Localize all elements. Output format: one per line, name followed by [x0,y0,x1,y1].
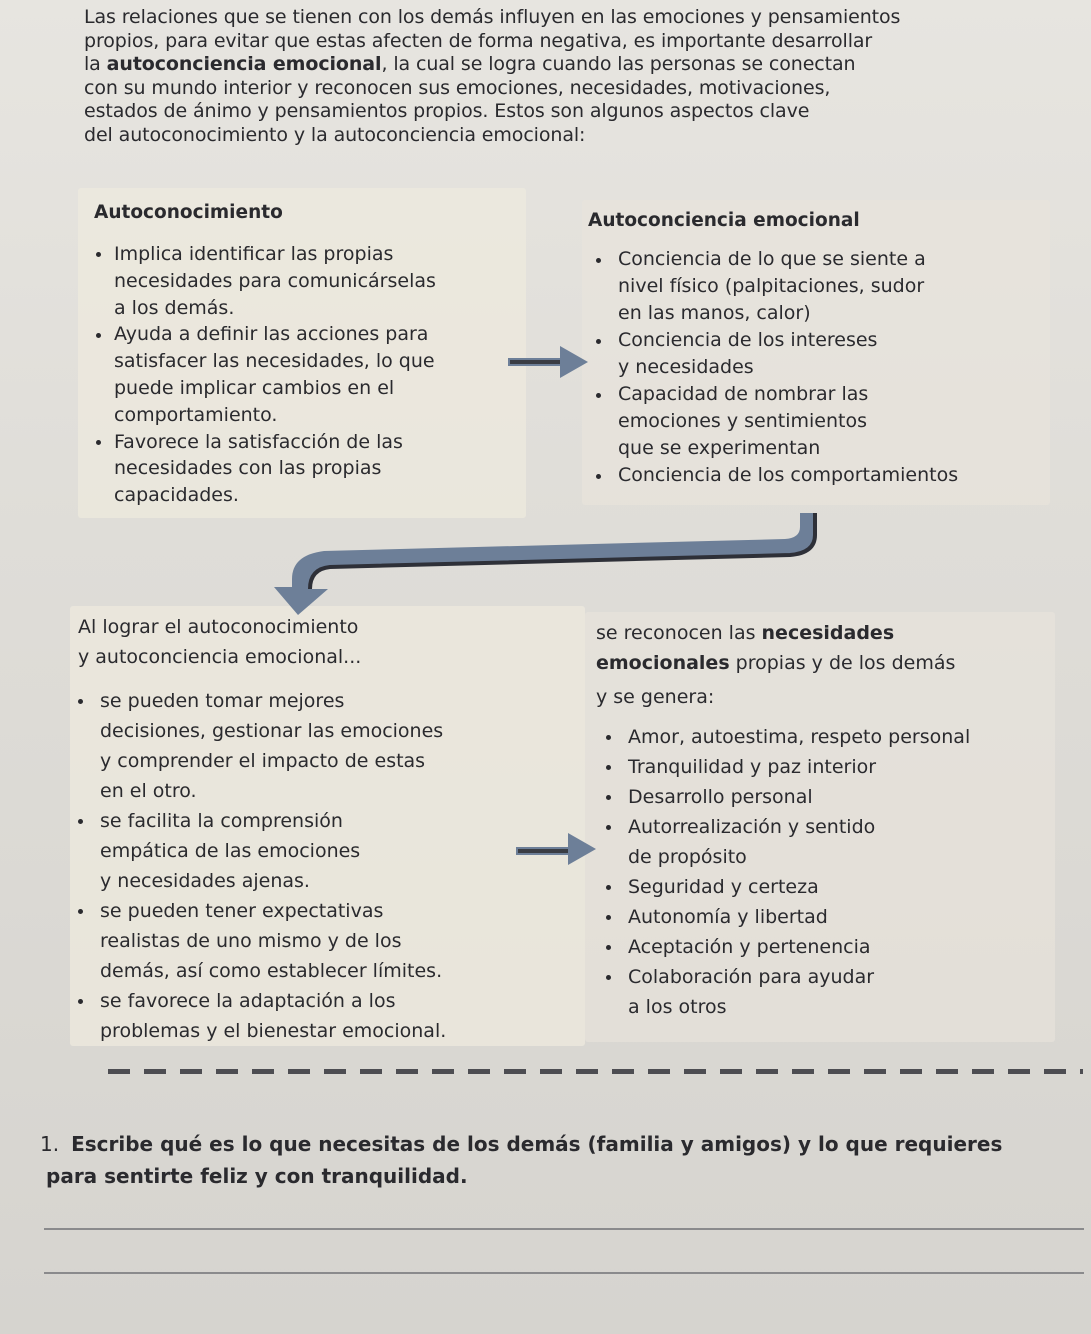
intro-line: con su mundo interior y reconocen sus emociones, necesidades, motivaciones, [84,76,831,99]
bullet-line: Seguridad y certeza [628,876,819,898]
intro-line [84,53,1044,77]
autoconocimiento-list [114,241,524,509]
bullet-line: capacidades. [114,484,239,507]
bullet-line: en las manos, calor) [618,302,811,324]
bullet-line: Capacidad de nombrar las [618,383,869,405]
right-arrow-icon [500,338,595,386]
bullet-line: que se experimentan [618,437,821,459]
intro-keyword: autoconciencia emocional [106,53,382,75]
bullet-line: y comprender el impacto de estas [100,750,426,772]
bullet-dot-icon [606,885,611,890]
intro-line: propios, para evitar que estas afecten de forma negativa, es importante desarrollar [84,29,873,52]
bullet-line: a los demás. [114,296,235,319]
bullet-line: necesidades con las propias [114,457,382,480]
bullet-dot-icon [596,339,601,344]
bullet-line: se pueden tener expectativas [100,900,384,922]
bullet-line: Aceptación y pertenencia [628,936,871,958]
bullet-dot-icon [606,735,611,740]
bullet-line: a los otros [628,996,727,1018]
bullet-item [114,241,524,321]
bullet-dot-icon [606,945,611,950]
bullet-line: Ayuda a definir las acciones para [114,323,429,346]
bullet-line: Autorrealización y sentido [628,816,876,838]
intro-line: del autoconocimiento y la autoconciencia emocional: [84,123,586,146]
bullet-line: en el otro. [100,780,197,802]
bullet-dot-icon [78,819,83,824]
bullet-line: necesidades para comunicárselas [114,269,436,292]
bullet-item [100,686,580,806]
logro-line: y autoconciencia emocional... [78,646,362,668]
bullet-item [618,381,1038,462]
bullet-line: y necesidades ajenas. [100,870,310,892]
bullet-line: realistas de uno mismo y de los [100,930,402,952]
reconocen-line [596,620,894,647]
intro-text: , la cual se logra cuando las personas se conectan [381,53,856,75]
bullet-line: Conciencia de los intereses [618,329,878,351]
bullet-line: Autonomía y libertad [628,906,828,928]
bullet-dot-icon [606,795,611,800]
bullet-line: empática de las emociones [100,840,361,862]
bullet-line: Conciencia de lo que se siente a [618,248,926,270]
intro-line: estados de ánimo y pensamientos propios. Estos son algunos aspectos clave [84,100,810,122]
bullet-dot-icon [596,393,601,398]
bullet-item [628,812,1058,872]
bullet-dot-icon [78,699,83,704]
bullet-item [100,986,580,1046]
bent-arrow-icon [270,505,830,620]
bullet-item [628,962,1058,1022]
question-text: Escribe qué es lo que necesitas de los demás (familia y amigos) y lo que requieres [71,1132,1003,1156]
reconocen-line [596,650,955,677]
bullet-line: y necesidades [618,356,754,378]
bullet-line: Amor, autoestima, respeto personal [628,726,971,748]
bullet-dot-icon [96,440,101,445]
intro-text: la [84,53,107,75]
bullet-item [100,896,580,986]
bullet-item [628,902,1058,932]
bullet-line: decisiones, gestionar las emociones [100,720,444,742]
bullet-item [628,782,1058,812]
question-line [40,1128,1070,1160]
right-arrow-icon [508,825,603,873]
bullet-line: comportamiento. [114,403,278,426]
bullet-dot-icon [78,909,83,914]
dashed-separator [108,1069,1083,1074]
answer-line[interactable] [44,1272,1084,1274]
answer-line[interactable] [44,1228,1084,1230]
bullet-dot-icon [78,999,83,1004]
bullet-item [618,246,1038,327]
reconocen-list [628,722,1058,1022]
bullet-dot-icon [606,915,611,920]
bullet-line: Colaboración para ayudar [628,966,875,988]
autoconciencia-title: Autoconciencia emocional [588,210,860,231]
bullet-dot-icon [606,765,611,770]
bullet-line: se pueden tomar mejores [100,690,345,712]
bullet-line: Conciencia de los comportamientos [618,464,959,486]
bullet-line: de propósito [628,846,747,868]
bullet-item [618,462,1038,489]
reconocen-keyword: necesidades [761,622,895,644]
bullet-line: problemas y el bienestar emocional. [100,1020,447,1042]
bullet-item [114,321,524,428]
autoconocimiento-title: Autoconocimiento [94,202,283,223]
bullet-line: se facilita la comprensión [100,810,343,832]
bullet-line: puede implicar cambios en el [114,376,395,399]
logro-line: Al lograr el autoconocimiento [78,616,359,638]
reconocen-text: se reconocen las [596,622,762,644]
bullet-item [628,872,1058,902]
bullet-line: satisfacer las necesidades, lo que [114,350,435,373]
bullet-item [628,932,1058,962]
reconocen-line: y se genera: [596,686,715,708]
bullet-dot-icon [596,258,601,263]
intro-line: Las relaciones que se tienen con los demás influyen en las emociones y pensamientos [84,6,901,28]
bullet-dot-icon [96,333,101,338]
bullet-line: se favorece la adaptación a los [100,990,396,1012]
intro-paragraph [84,6,1044,147]
autoconciencia-list [618,246,1038,489]
bullet-line: Tranquilidad y paz interior [628,756,877,778]
reconocen-text: propias y de los demás [729,652,956,674]
bullet-line: nivel físico (palpitaciones, sudor [618,275,925,297]
bullet-line: demás, así como establecer límites. [100,960,443,982]
bullet-item [114,429,524,509]
bullet-item [628,722,1058,752]
bullet-item [618,327,1038,381]
bullet-line: Implica identificar las propias [114,243,394,265]
bullet-line: Favorece la satisfacción de las [114,430,403,453]
question-line: para sentirte feliz y con tranquilidad. [46,1164,468,1188]
bullet-line: Desarrollo personal [628,786,813,808]
bullet-dot-icon [606,975,611,980]
bullet-line: emociones y sentimientos [618,410,867,432]
bullet-item [628,752,1058,782]
bullet-dot-icon [596,474,601,479]
reconocen-keyword: emocionales [596,652,730,674]
bullet-dot-icon [606,825,611,830]
question-1 [40,1128,1070,1192]
question-number: 1. [40,1132,60,1156]
